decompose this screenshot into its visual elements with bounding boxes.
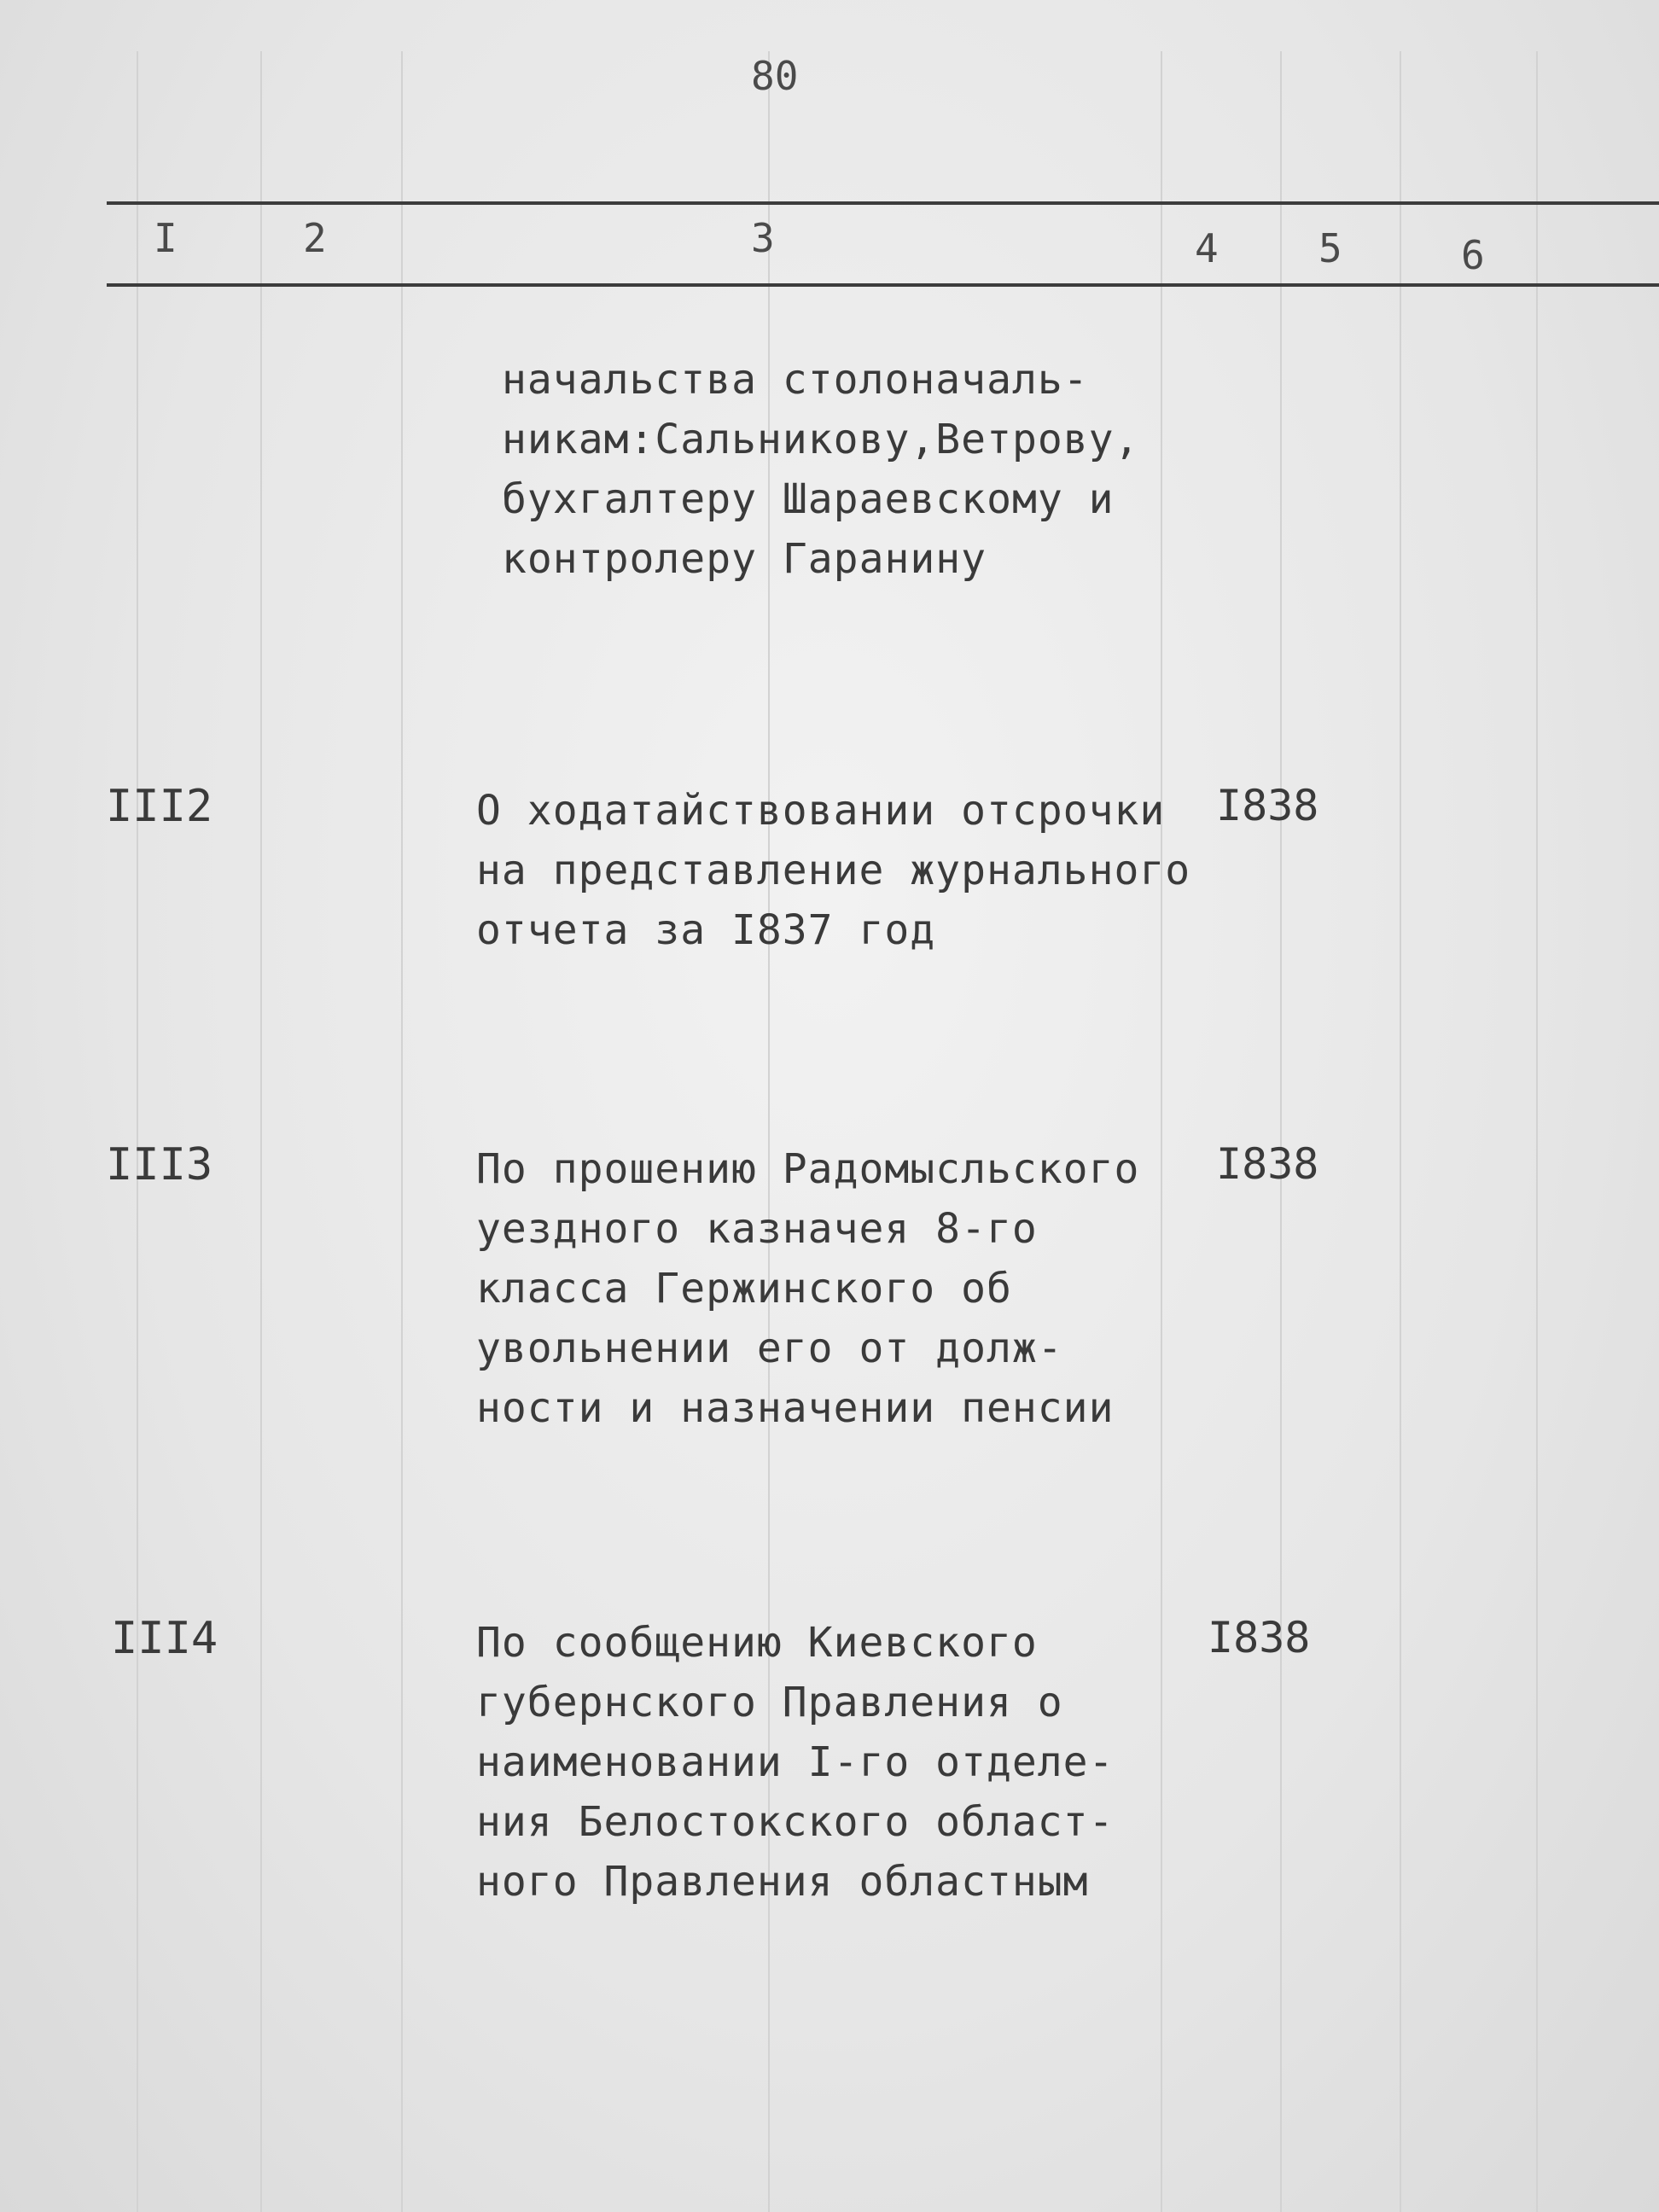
text-line: контролеру Гаранину <box>502 535 987 583</box>
record-title <box>476 1613 1114 1912</box>
text-line: увольнении его от долж- <box>476 1324 1063 1372</box>
column-number: 6 <box>1461 232 1485 278</box>
column-number: I <box>154 215 178 261</box>
record-number: III2 <box>106 781 213 832</box>
record-number: III4 <box>111 1613 218 1664</box>
text-line: ности и назначении пенсии <box>476 1384 1115 1432</box>
record-year: I838 <box>1216 1139 1319 1189</box>
header-rule-top <box>107 201 1659 205</box>
text-line: на представление журнального <box>476 847 1191 894</box>
text-line: класса Гержинского об <box>476 1265 1012 1313</box>
record-year: I838 <box>1216 781 1319 830</box>
text-line: О ходатайствовании отсрочки <box>476 787 1166 835</box>
record-year: I838 <box>1208 1613 1311 1662</box>
text-line: наименовании I-го отделе- <box>476 1738 1115 1786</box>
text-line: отчета за I837 год <box>476 906 936 954</box>
text-line: начальства столоначаль- <box>502 356 1089 404</box>
text-line: По прошению Радомысльского <box>476 1145 1140 1193</box>
text-line: По сообщению Киевского <box>476 1619 1038 1667</box>
text-line: никам:Сальникову,Ветрову, <box>502 416 1140 463</box>
text-line: ного Правления областным <box>476 1858 1089 1906</box>
column-number: 3 <box>751 215 775 261</box>
column-number: 2 <box>303 215 327 261</box>
text-line: уездного казначея 8-го <box>476 1205 1038 1253</box>
record-entry <box>0 1613 1659 1954</box>
page-number: 80 <box>751 53 799 99</box>
record-entry <box>0 781 1659 1122</box>
record-entry <box>0 1139 1659 1481</box>
record-title <box>476 781 1190 960</box>
continuation-text <box>502 350 1139 589</box>
text-line: бухгалтеру Шараевскому и <box>502 475 1115 523</box>
text-line: губернского Правления о <box>476 1679 1063 1726</box>
text-line: ния Белостокского област- <box>476 1798 1115 1846</box>
column-number: 5 <box>1318 225 1342 271</box>
header-rule-bottom <box>107 283 1659 287</box>
record-title <box>476 1139 1139 1438</box>
column-number: 4 <box>1195 225 1219 271</box>
record-number: III3 <box>106 1139 213 1190</box>
